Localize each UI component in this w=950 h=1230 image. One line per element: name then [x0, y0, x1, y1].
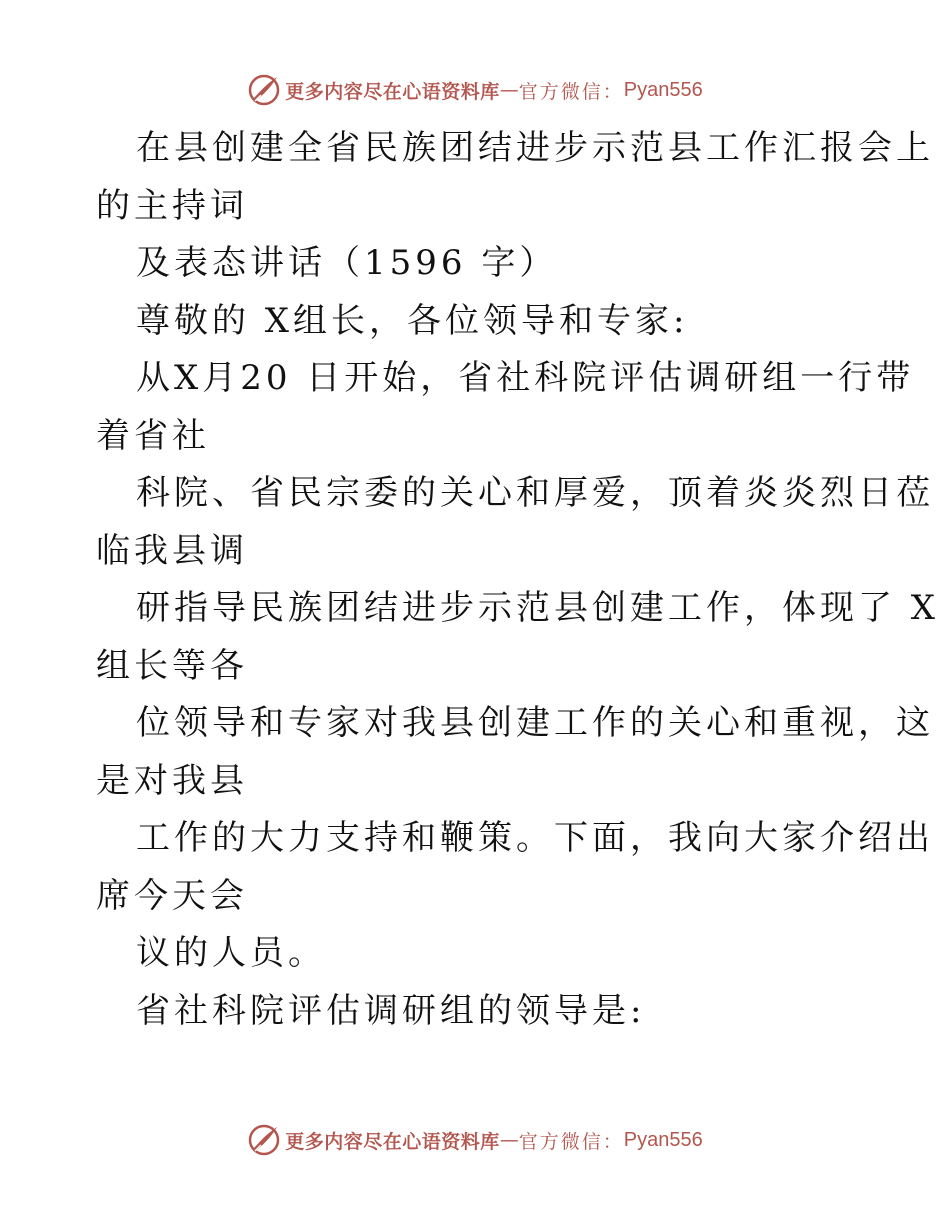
title-line-3: 及表态讲话（1596 字）: [136, 243, 558, 283]
title-line-1: 在县创建全省民族团结进步示范县工作汇报会上: [136, 128, 934, 168]
banner-dash: —: [499, 79, 519, 101]
paragraph-line: 工作的大力支持和鞭策。下面，我向大家介绍出: [136, 818, 934, 858]
paragraph-line: 从X月20 日开始，省社科院评估调研组一行带: [136, 358, 915, 398]
salutation: 尊敬的 X组长，各位领导和专家:: [136, 300, 689, 341]
paragraph-line: 席今天会: [96, 875, 248, 916]
title-line-2: 的主持词: [96, 185, 248, 226]
paragraph-line: 临我县调: [96, 530, 248, 571]
paragraph-line: 议的人员。: [136, 933, 326, 973]
paragraph-line: 研指导民族团结进步示范县创建工作，体现了 X: [136, 588, 940, 628]
quill-pen-logo-icon: [247, 73, 281, 107]
banner-dash: —: [499, 1129, 519, 1151]
paragraph-line: 着省社: [96, 415, 210, 456]
paragraph-line: 位领导和专家对我县创建工作的关心和重视，这: [136, 703, 934, 743]
paragraph-line: 是对我县: [96, 760, 248, 801]
paragraph-line: 科院、省民宗委的关心和厚爱，顶着炎炎烈日莅: [136, 473, 934, 513]
banner-wechat-label: 官方微信：: [518, 1130, 624, 1153]
banner-wechat-id: Pyan556: [623, 1128, 703, 1151]
header-banner: [0, 70, 950, 110]
quill-pen-logo-icon: [247, 1123, 281, 1157]
banner-text: 更多内容尽在心语资料库: [285, 80, 500, 103]
footer-banner: [0, 1120, 950, 1160]
document-body: [96, 120, 940, 1040]
banner-wechat-id: Pyan556: [623, 78, 703, 101]
paragraph-line: 组长等各: [96, 645, 248, 686]
banner-wechat-label: 官方微信：: [518, 80, 624, 103]
banner-text: 更多内容尽在心语资料库: [285, 1130, 500, 1153]
paragraph-line: 省社科院评估调研组的领导是:: [136, 990, 646, 1031]
